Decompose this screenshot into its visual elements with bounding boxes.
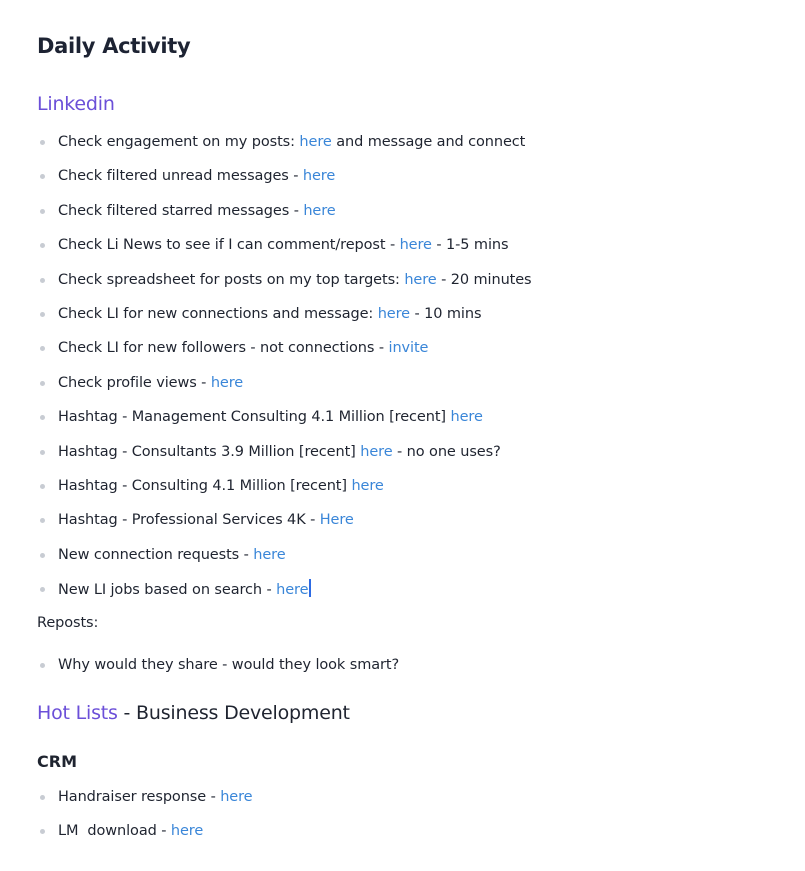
item-text: Check spreadsheet for posts on my top targets: — [58, 271, 405, 288]
item-link[interactable]: here — [276, 582, 309, 599]
item-suffix: and message and connect — [331, 134, 526, 150]
linkedin-list — [37, 132, 805, 613]
item-text: Check Li News to see if I can comment/repost - — [58, 237, 400, 254]
list-item — [37, 235, 805, 269]
item-link[interactable]: here — [170, 823, 204, 840]
list-item — [37, 821, 805, 855]
item-text: Hashtag - Professional Services 4K - — [58, 512, 320, 529]
item-text: Check LI for new followers - not connections - — [58, 340, 389, 357]
item-text: Check filtered unread messages - — [58, 168, 303, 185]
item-link[interactable]: here — [253, 546, 286, 563]
item-link[interactable]: here — [450, 409, 483, 426]
reposts-list — [37, 655, 805, 689]
item-suffix: - 10 mins — [410, 305, 482, 322]
item-link[interactable]: here — [302, 168, 336, 185]
text-cursor — [309, 579, 311, 597]
list-item — [37, 338, 805, 372]
list-item — [37, 655, 805, 689]
item-text: Check filtered starred messages - — [58, 202, 304, 219]
hot-lists-subtitle: - Business Development — [117, 701, 350, 724]
list-item — [37, 407, 805, 441]
item-text: New connection requests - — [58, 546, 254, 563]
item-link[interactable]: here — [404, 271, 437, 288]
item-text: LM download - — [58, 823, 171, 840]
list-item — [37, 545, 805, 579]
item-suffix: - 1-5 mins — [431, 237, 509, 254]
item-link[interactable]: here — [299, 134, 332, 150]
item-text: Check LI for new connections and message: — [58, 305, 378, 322]
list-item — [37, 270, 805, 304]
linkedin-heading — [37, 91, 805, 117]
list-item — [37, 787, 805, 821]
item-link[interactable]: here — [220, 788, 253, 805]
item-text: Hashtag - Consultants 3.9 Million [recent] — [58, 443, 361, 460]
linkedin-heading-link[interactable]: Linkedin — [37, 93, 115, 115]
item-text: Hashtag - Management Consulting 4.1 Million [recent] — [58, 409, 451, 426]
item-link[interactable]: here — [399, 237, 432, 254]
item-suffix: - 20 minutes — [436, 271, 532, 288]
item-suffix: - no one uses? — [392, 443, 501, 460]
list-item — [37, 201, 805, 235]
list-item — [37, 166, 805, 200]
crm-heading: CRM — [37, 751, 77, 771]
list-item — [37, 442, 805, 476]
item-link[interactable]: here — [210, 374, 244, 391]
item-link[interactable]: here — [351, 477, 384, 494]
item-text: Handraiser response - — [58, 788, 221, 805]
item-text: Why would they share - would they look smart? — [58, 657, 400, 674]
item-link[interactable]: here — [377, 305, 410, 322]
page-title: Daily Activity — [37, 34, 191, 58]
item-link[interactable]: here — [303, 202, 336, 219]
hot-lists-heading — [37, 700, 805, 726]
list-item — [37, 510, 805, 544]
item-link[interactable]: here — [360, 443, 393, 460]
list-item — [37, 304, 805, 338]
item-text: Check engagement on my posts: — [58, 134, 300, 150]
crm-list — [37, 787, 805, 856]
list-item — [37, 373, 805, 407]
item-text: Hashtag - Consulting 4.1 Million [recent] — [58, 477, 352, 494]
hot-lists-link[interactable]: Hot Lists — [37, 701, 118, 724]
item-text: New LI jobs based on search - — [58, 582, 277, 599]
item-text: Check profile views - — [58, 374, 211, 391]
reposts-label: Reposts: — [37, 615, 99, 632]
item-link[interactable]: Here — [319, 512, 354, 529]
item-link[interactable]: invite — [388, 340, 429, 357]
list-item — [37, 476, 805, 510]
list-item — [37, 132, 805, 166]
list-item — [37, 579, 805, 613]
